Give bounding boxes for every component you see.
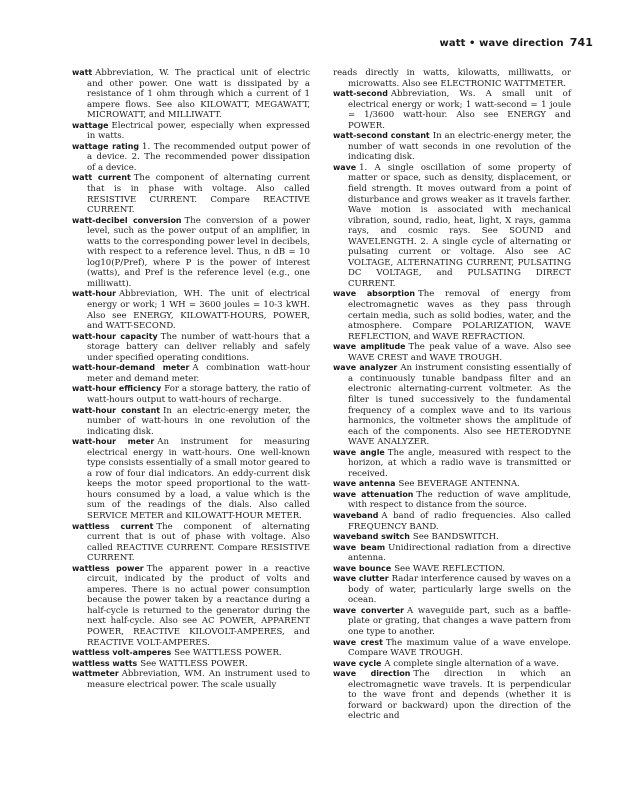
entry-definition: 1. A single oscillation of some property of matter or space, such as density, displacement, or field strength. It moves outward from a point of disturbance and grows weaker as it travels farther. Wave motion is associated with mechanical vibration, sound, radio, heat, light, X rays, gamma rays, and cosmic rays. See SOUND and WAVELENGTH. 2. A single cycle of alternating or pulsating current or voltage. Also see AC VOLTAGE, ALTERNATING CURRENT, PULSATING DC VOLTAGE, and PULSATING DIRECT CURRENT. bbox=[348, 162, 571, 289]
entry-term: wave crest bbox=[333, 637, 383, 647]
entry-term: watt-hour meter bbox=[72, 437, 155, 447]
dictionary-entry bbox=[72, 437, 310, 521]
dictionary-entry bbox=[333, 532, 571, 543]
entry-term: watt-hour-demand meter bbox=[72, 363, 190, 373]
entry-term: watt bbox=[72, 68, 93, 77]
entry-term: wave angle bbox=[333, 447, 385, 457]
running-header bbox=[440, 36, 593, 49]
entry-definition: Radar interference caused by waves on a body of water, particularly large swells on the ocean. bbox=[348, 574, 571, 606]
dictionary-entry bbox=[333, 574, 571, 606]
dictionary-entry bbox=[333, 131, 571, 163]
entry-definition: In an electric-energy meter, the number of watt seconds in one revolution of the indicating disk. bbox=[348, 131, 572, 163]
entry-definition: See BANDSWITCH. bbox=[412, 532, 499, 543]
entry-definition: The peak value of a wave. Also see WAVE CREST and WAVE TROUGH. bbox=[348, 342, 571, 363]
dictionary-entry bbox=[72, 669, 310, 690]
dictionary-entry bbox=[72, 68, 310, 121]
entry-definition: The apparent power in a reactive circuit, indicated by the product of volts and amperes. There is no actual power consumption because the power taken by a reactance during a half-cycle is returned to the generator during the next half-cycle. Also see AC POWER, APPARENT POWER, REACTIVE KILOVOLT-AMPERES, and REACTIVE VOLT-AMPERES. bbox=[87, 563, 310, 648]
dictionary-entry bbox=[333, 638, 571, 659]
entry-definition: See WAVE REFLECTION. bbox=[394, 563, 505, 574]
entry-definition: reads directly in watts, kilowatts, milliwatts, or microwatts. Also see ELECTRONIC WATTMETER. bbox=[333, 68, 571, 89]
dictionary-entry bbox=[333, 289, 571, 342]
entry-definition: The direction in which an electromagnetic wave travels. It is perpendicular to the wave front and depends (whether it is forward or backward) upon the direction of the electric and bbox=[348, 669, 571, 722]
dictionary-entry bbox=[72, 142, 310, 174]
dictionary-entry bbox=[333, 68, 571, 89]
entry-term: waveband switch bbox=[333, 532, 410, 542]
dictionary-entry bbox=[72, 406, 310, 438]
dictionary-entry bbox=[72, 363, 310, 384]
dictionary-entry bbox=[333, 659, 571, 670]
entry-term: watt-hour efficiency bbox=[72, 384, 162, 394]
dictionary-entry bbox=[333, 606, 571, 638]
dictionary-entry bbox=[333, 448, 571, 480]
entry-definition: 1. The recommended output power of a device. 2. The recommended power dissipation of a device. bbox=[87, 141, 310, 173]
entry-term: wattless current bbox=[72, 521, 154, 531]
dictionary-entry bbox=[72, 384, 310, 405]
entry-definition: A band of radio frequencies. Also called FREQUENCY BAND. bbox=[348, 510, 571, 532]
entry-term: wave cycle bbox=[333, 658, 382, 668]
dictionary-entry bbox=[72, 216, 310, 290]
entry-term: watt-hour capacity bbox=[72, 331, 158, 341]
dictionary-entry bbox=[333, 543, 571, 564]
entry-definition: The component of alternating current that is out of phase with voltage. Also called REACTIVE CURRENT. Compare RESISTIVE CURRENT. bbox=[87, 521, 310, 564]
entry-term: watt-hour bbox=[72, 289, 116, 299]
dictionary-entry bbox=[72, 121, 310, 142]
entry-term: watt-hour constant bbox=[72, 405, 161, 415]
entry-definition: A waveguide part, such as a baffle-plate or grating, that changes a wave pattern from one type to another. bbox=[348, 605, 571, 637]
entry-definition: See WATTLESS POWER. bbox=[174, 648, 282, 659]
entry-term: wattage bbox=[72, 120, 109, 130]
entry-definition: For a storage battery, the ratio of watt-hours output to watt-hours of recharge. bbox=[87, 384, 310, 405]
entry-term: watt-second bbox=[333, 89, 388, 99]
right-column bbox=[333, 68, 571, 722]
dictionary-entry bbox=[333, 669, 571, 722]
entry-definition: Electrical power, especially when expressed in watts. bbox=[87, 120, 310, 142]
entry-term: wattless volt-amperes bbox=[72, 648, 172, 658]
entry-definition: Unidirectional radiation from a directive antenna. bbox=[348, 542, 571, 564]
page-number: 741 bbox=[569, 36, 593, 49]
entry-term: wave amplitude bbox=[333, 342, 406, 352]
entry-definition: The maximum value of a wave envelope. Compare WAVE TROUGH. bbox=[348, 637, 572, 659]
entry-term: wave attenuation bbox=[333, 489, 414, 499]
entry-definition: Abbreviation, WM. An instrument used to measure electrical power. The scale usually bbox=[87, 669, 310, 690]
entry-term: wattmeter bbox=[72, 669, 119, 679]
dictionary-entry bbox=[72, 522, 310, 564]
entry-definition: See BEVERAGE ANTENNA. bbox=[398, 479, 520, 490]
dictionary-entry bbox=[333, 163, 571, 290]
entry-term: wattage rating bbox=[72, 141, 140, 151]
entry-definition: A complete single alternation of a wave. bbox=[384, 658, 559, 669]
entry-term: wave bbox=[333, 162, 357, 172]
entry-term: wattless watts bbox=[72, 658, 138, 668]
entry-term: wave antenna bbox=[333, 479, 396, 489]
entry-term: watt-decibel conversion bbox=[72, 215, 182, 225]
entry-definition: An instrument for measuring electrical energy in watt-hours. One well-known type consists essentially of a small motor geared to a row of four dial indicators. An eddy-current disk keeps the motor speed proportional to the watt-hours consumed by a load, a value which is the sum of the readings of the dials. Also called SERVICE METER and KILOWATT-HOUR METER. bbox=[87, 437, 310, 521]
dictionary-entry bbox=[333, 479, 571, 490]
dictionary-entry bbox=[333, 511, 571, 532]
entry-term: watt-second constant bbox=[333, 131, 430, 141]
dictionary-entry bbox=[72, 289, 310, 331]
entry-term: wave beam bbox=[333, 542, 386, 552]
entry-term: wattless power bbox=[72, 563, 144, 573]
entry-term: wave bounce bbox=[333, 563, 392, 573]
entry-definition: Abbreviation, WH. The unit of electrical energy or work; 1 WH = 3600 joules = 10-3 kWH. Also see ENERGY, KILOWATT-HOURS, POWER, and WATT-SECOND. bbox=[87, 289, 310, 332]
entry-definition: See WATTLESS POWER. bbox=[140, 658, 248, 669]
dictionary-entry bbox=[333, 363, 571, 447]
entry-term: wave clutter bbox=[333, 574, 389, 584]
entry-definition: The conversion of a power level, such as the power output of an amplifier, in watts to the corresponding power level in decibels, with respect to a reference level. Thus, n dB = 10 log10(P/Pref), where P is the power of interest (watts), and Pref is the reference level (e.g., one milliwatt). bbox=[87, 215, 311, 289]
dictionary-entry bbox=[72, 332, 310, 364]
entry-definition: Abbreviation, W. The practical unit of electric and other power. One watt is dissipated by a resistance of 1 ohm through which a current of 1 ampere flows. See also KILOWATT, MEGAWATT, MICROWATT, and MILLIWATT. bbox=[87, 68, 310, 121]
entry-term: wave direction bbox=[333, 669, 411, 679]
entry-term: waveband bbox=[333, 510, 379, 520]
entry-term: wave analyzer bbox=[333, 363, 398, 373]
entry-term: wave converter bbox=[333, 605, 404, 615]
entry-definition: Abbreviation, Ws. A small unit of electrical energy or work; 1 watt-second = 1 joule = 1/3600 watt-hour. Also see ENERGY and POWER. bbox=[348, 89, 571, 131]
dictionary-entry bbox=[333, 342, 571, 363]
dictionary-entry bbox=[72, 648, 310, 659]
entry-definition: The number of watt-hours that a storage battery can deliver reliably and safely under specified operating conditions. bbox=[87, 331, 310, 363]
entry-definition: In an electric-energy meter, the number of watt-hours in one revolution of the indicating disk. bbox=[87, 405, 310, 437]
dictionary-entry bbox=[72, 659, 310, 670]
entry-term: wave absorption bbox=[333, 289, 415, 299]
entry-definition: The angle, measured with respect to the horizon, at which a radio wave is transmitted or received. bbox=[348, 447, 571, 479]
entry-definition: The component of alternating current that is in phase with voltage. Also called RESISTIVE CURRENT. Compare REACTIVE CURRENT. bbox=[87, 173, 310, 216]
entry-term: watt current bbox=[72, 173, 131, 183]
header-text: watt • wave direction bbox=[439, 38, 564, 49]
entry-definition: The reduction of wave amplitude, with respect to distance from the source. bbox=[348, 489, 571, 511]
dictionary-entry bbox=[72, 564, 310, 648]
dictionary-entry bbox=[333, 564, 571, 575]
dictionary-entry bbox=[333, 490, 571, 511]
entry-definition: A combination watt-hour meter and demand meter. bbox=[87, 363, 310, 384]
left-column bbox=[72, 68, 310, 690]
entry-definition: The removal of energy from electromagnetic waves as they pass through certain media, such as solid bodies, water, and the atmosphere. Compare POLARIZATION, WAVE REFLECTION, and WAVE REFRACTION. bbox=[348, 289, 571, 342]
entry-definition: An instrument consisting essentially of a continuously tunable bandpass filter and an electronic alternating-current voltmeter. As the filter is tuned successively to the fundamental frequency of a complex wave and to its various harmonics, the voltmeter shows the amplitude of each of the components. Also see HETERODYNE WAVE ANALYZER. bbox=[348, 363, 571, 448]
dictionary-entry bbox=[333, 89, 571, 131]
dictionary-entry bbox=[72, 173, 310, 215]
